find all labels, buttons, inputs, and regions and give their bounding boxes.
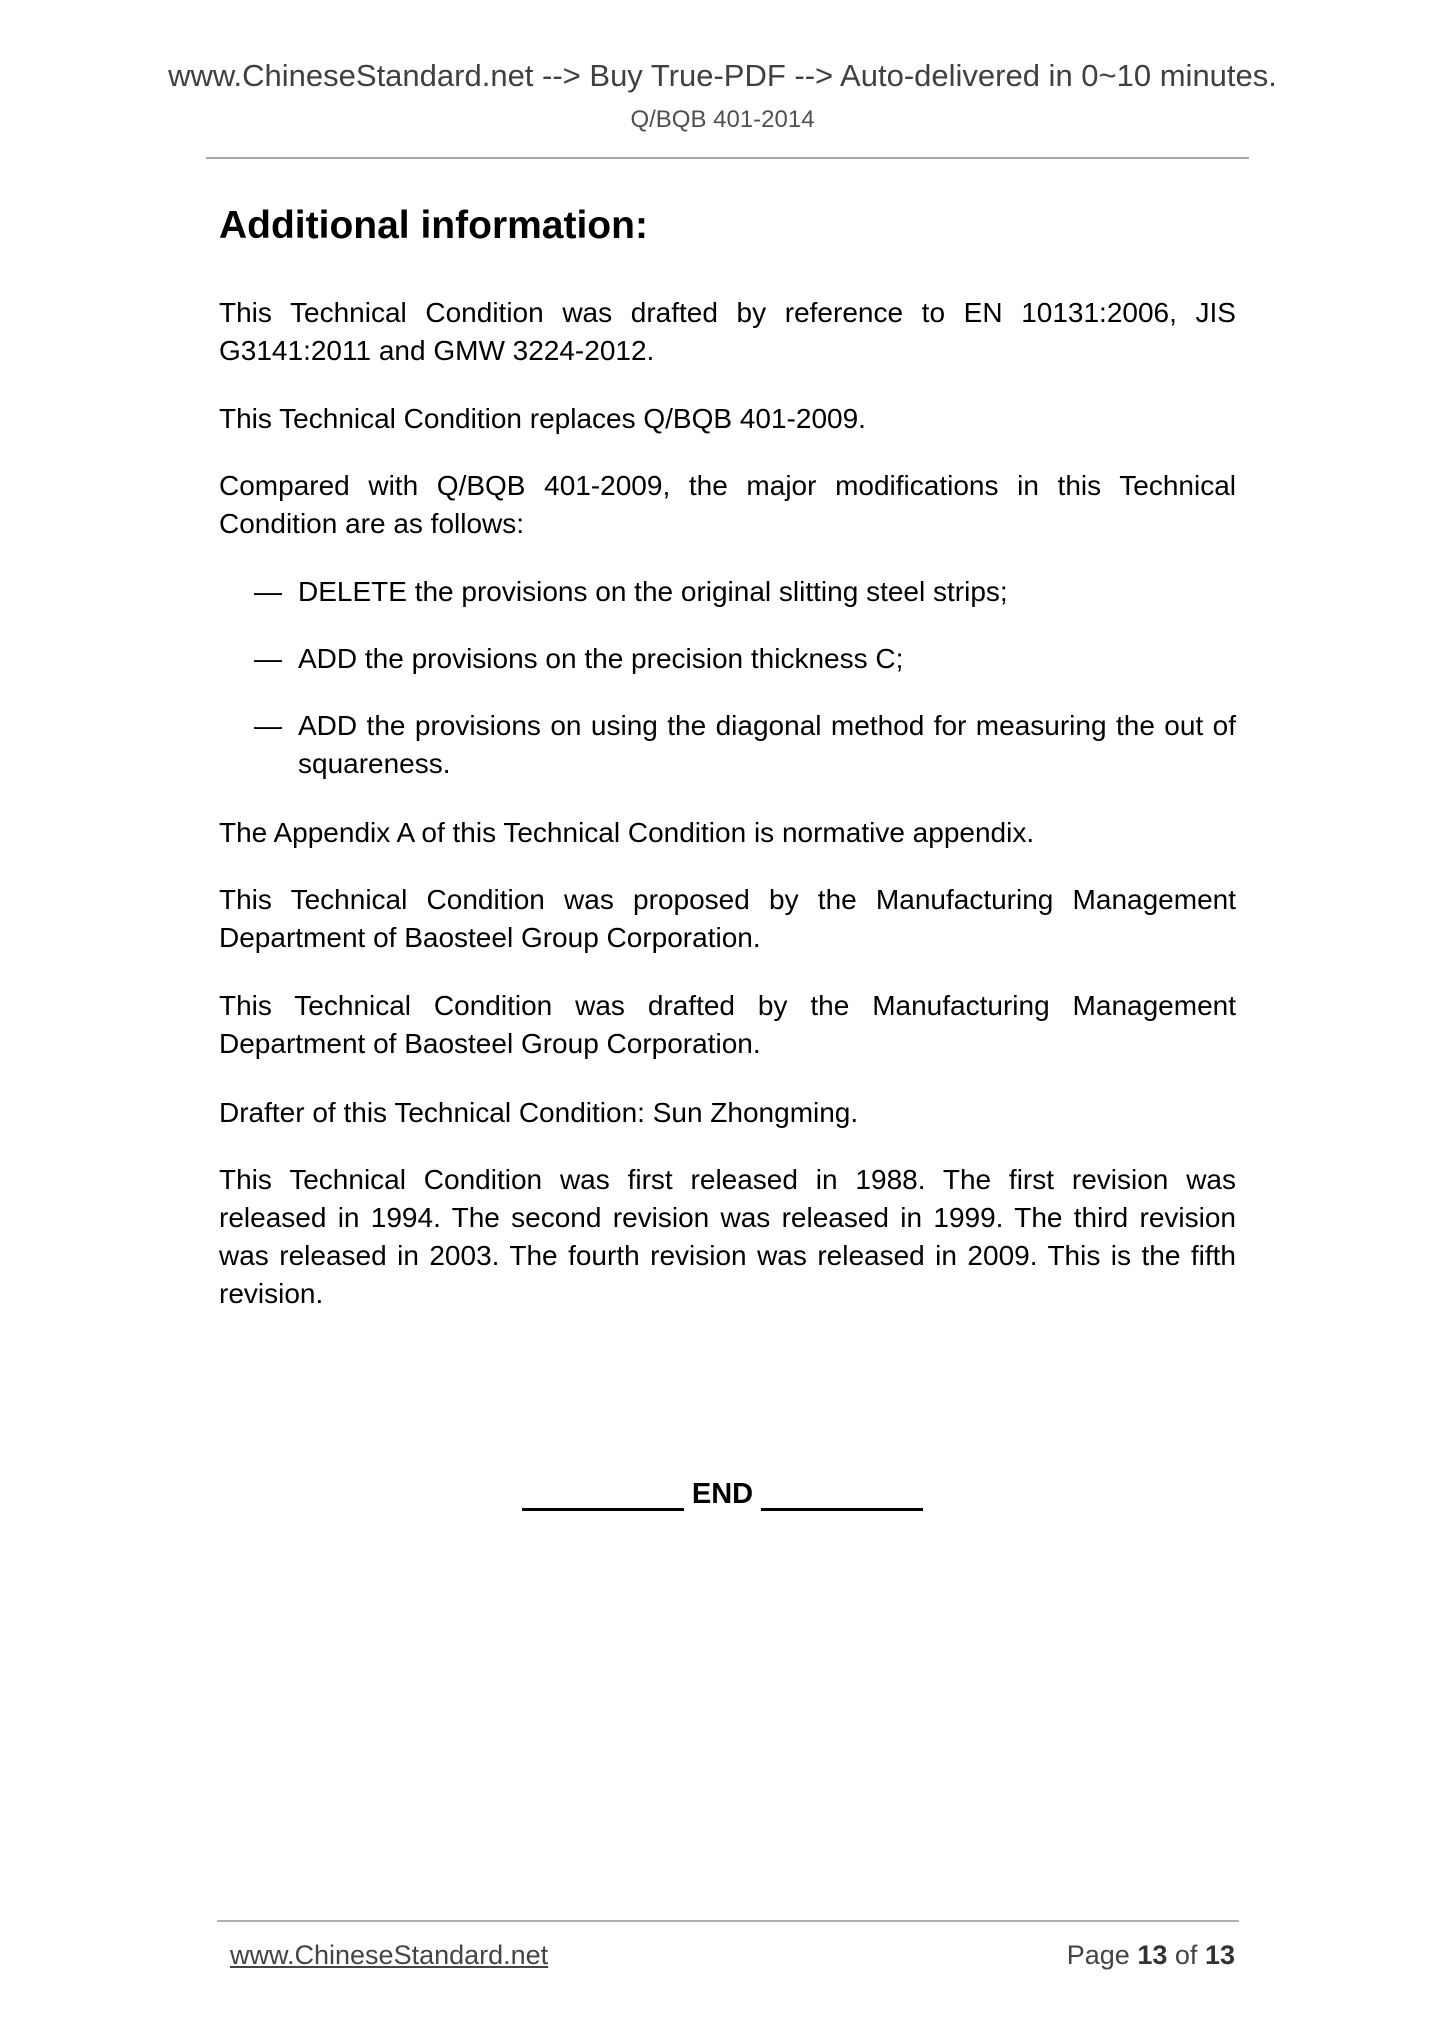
page-of: of	[1174, 1940, 1198, 1970]
header-divider	[206, 157, 1249, 159]
document-code: Q/BQB 401-2014	[630, 106, 815, 133]
paragraph-replaces: This Technical Condition replaces Q/BQB 401-2009.	[219, 403, 866, 434]
page-current: 13	[1137, 1940, 1168, 1970]
dash-bullet: —	[254, 576, 282, 607]
list-item	[254, 640, 1236, 678]
paragraph-drafted: This Technical Condition was drafted by the Manufacturing Management Department of Baosteel Group Corporation.	[219, 990, 1236, 1059]
page-number	[1067, 1940, 1235, 1971]
paragraph-drafter: Drafter of this Technical Condition: Sun Zhongming.	[219, 1097, 859, 1128]
paragraph-proposed: This Technical Condition was proposed by the Manufacturing Management Department of Baosteel Group Corporation.	[219, 884, 1236, 953]
dash-bullet: —	[254, 643, 282, 674]
list-item	[254, 707, 1236, 783]
page-title: Additional information:	[219, 204, 648, 247]
header-banner: www.ChineseStandard.net --> Buy True-PDF --> Auto-delivered in 0~10 minutes.	[168, 58, 1277, 93]
paragraph-release-history: This Technical Condition was first released in 1988. The first revision was released in 1994. The second revision was released in 1999. The third revision was released in 2003. The fourth revision was released in 2009. This is the fifth revision.	[219, 1164, 1236, 1309]
list-item-text: ADD the provisions on using the diagonal method for measuring the out of squareness.	[298, 710, 1236, 779]
paragraph-modifications: Compared with Q/BQB 401-2009, the major modifications in this Technical Condition are as follows:	[219, 470, 1236, 539]
list-item-text: ADD the provisions on the precision thickness C;	[298, 643, 904, 674]
end-rule-right	[761, 1478, 923, 1511]
paragraph-reference: This Technical Condition was drafted by reference to EN 10131:2006, JIS G3141:2011 and GMW 3224-2012.	[219, 297, 1236, 366]
dash-bullet: —	[254, 710, 282, 741]
end-marker	[0, 1478, 1445, 1511]
paragraph-appendix: The Appendix A of this Technical Condition is normative appendix.	[219, 817, 1035, 848]
footer-divider	[217, 1920, 1239, 1922]
page-total: 13	[1204, 1940, 1235, 1970]
list-item-text: DELETE the provisions on the original slitting steel strips;	[298, 576, 1008, 607]
page-prefix: Page	[1066, 1940, 1130, 1970]
list-item	[254, 573, 1236, 611]
end-rule-left	[522, 1478, 684, 1511]
footer-website-link[interactable]: www.ChineseStandard.net	[230, 1940, 549, 1970]
end-label: END	[691, 1478, 754, 1510]
